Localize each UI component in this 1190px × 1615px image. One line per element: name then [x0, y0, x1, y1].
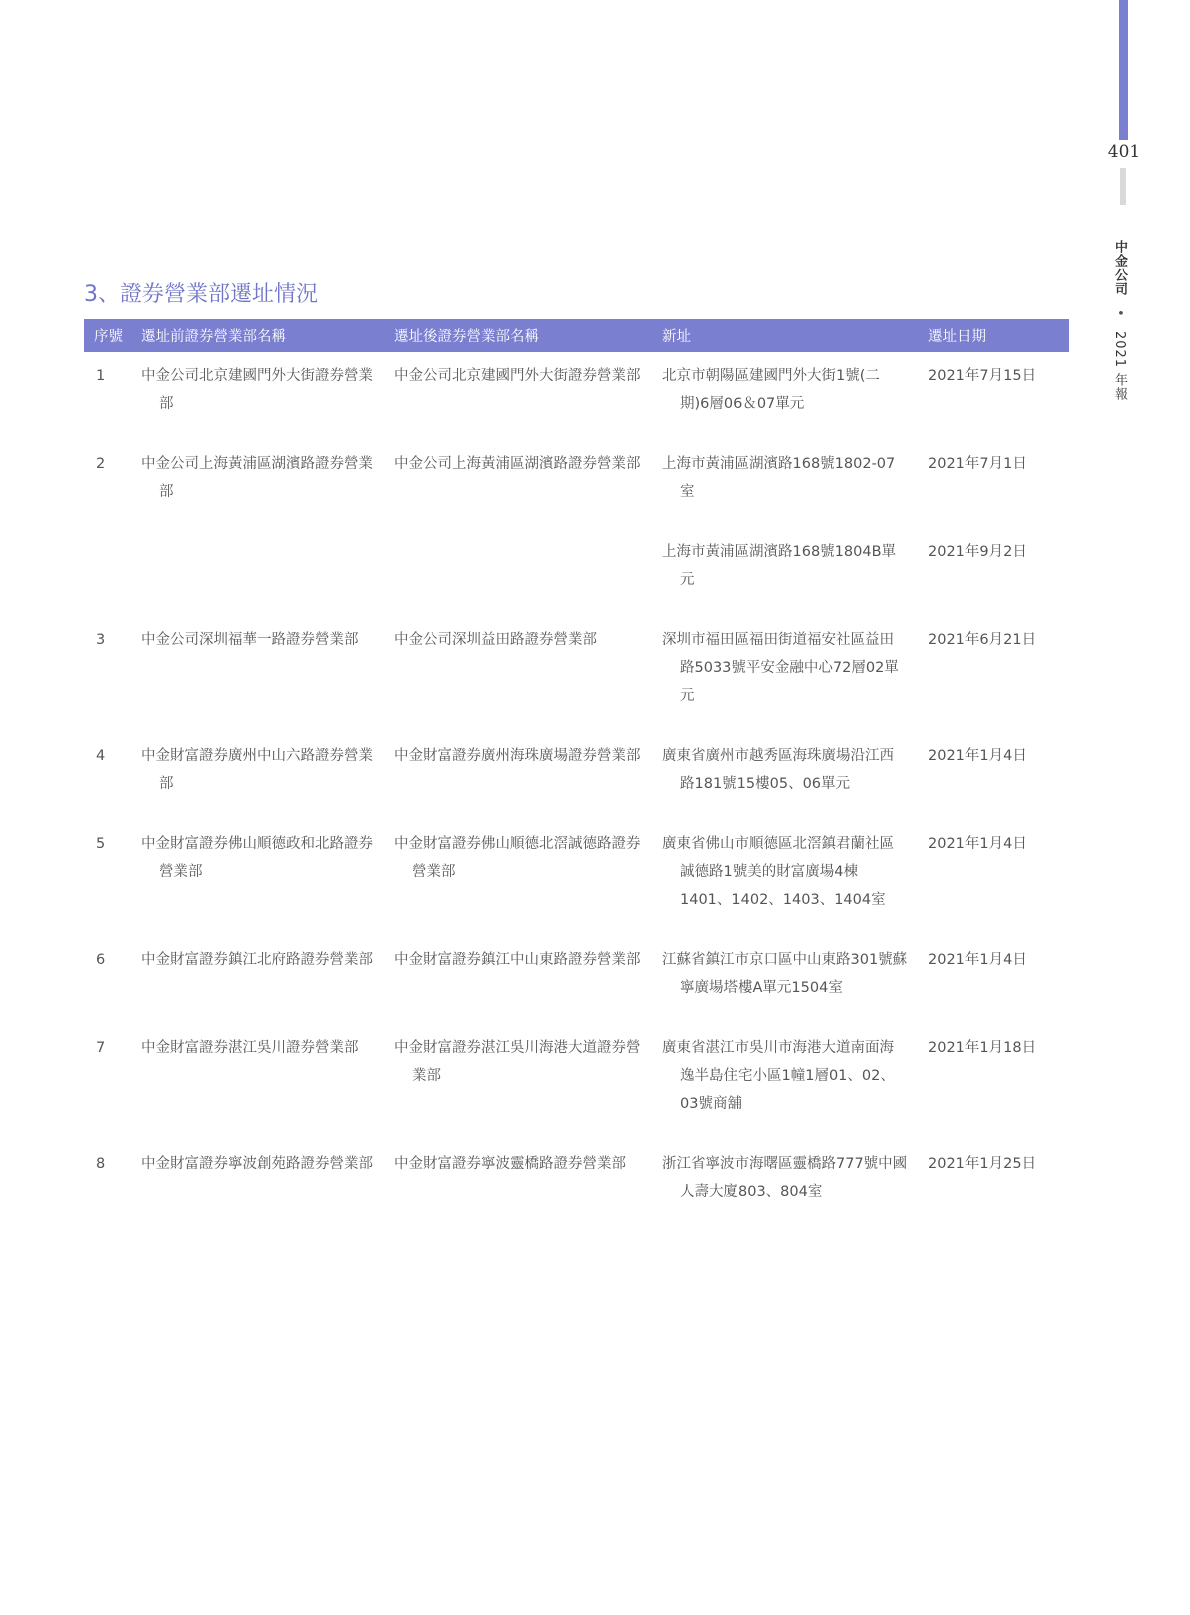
- row-date: 2021年1月4日: [928, 952, 1027, 968]
- row-before-name: 中金財富證券廣州中山六路證券營業部: [141, 748, 373, 792]
- row-before-name: 中金財富證券寧波創苑路證券營業部: [141, 1156, 373, 1172]
- row-new-address: 上海市黃浦區湖濱路168號1804B單元: [662, 544, 897, 588]
- row-no: 2: [96, 456, 106, 472]
- row-after-name: 中金公司上海黃浦區湖濱路證券營業部: [394, 456, 641, 472]
- row-date: 2021年7月1日: [928, 456, 1027, 472]
- row-date: 2021年9月2日: [928, 544, 1027, 560]
- table-row: [84, 352, 1069, 440]
- separator-dot: •: [1112, 309, 1127, 318]
- page-number: 401: [1107, 142, 1141, 162]
- row-no: 8: [96, 1156, 106, 1172]
- row-date: 2021年7月15日: [928, 368, 1037, 384]
- row-date: 2021年1月4日: [928, 836, 1027, 852]
- row-after-name: 中金財富證券佛山順德北滘誠德路證券營業部: [394, 836, 641, 880]
- row-new-address: 北京市朝陽區建國門外大街1號(二期)6層06＆07單元: [662, 368, 880, 412]
- header-no: 序號: [84, 319, 131, 352]
- table-row: [84, 936, 1069, 1024]
- row-no: 5: [96, 836, 106, 852]
- table-row: [84, 1024, 1069, 1140]
- table-row: [84, 440, 1069, 528]
- row-date: 2021年1月25日: [928, 1156, 1037, 1172]
- row-no: 4: [96, 748, 106, 764]
- header-date: 遷址日期: [918, 319, 1069, 352]
- row-before-name: 中金財富證券佛山順德政和北路證券營業部: [141, 836, 373, 880]
- row-new-address: 廣東省廣州市越秀區海珠廣場沿江西路181號15樓05、06單元: [662, 748, 894, 792]
- table-row: [84, 528, 1069, 616]
- row-after-name: 中金公司北京建國門外大街證券營業部: [394, 368, 641, 384]
- relocation-table: [84, 319, 1069, 1228]
- row-after-name: 中金財富證券湛江吳川海港大道證券營業部: [394, 1040, 641, 1084]
- section-title: 3、證券營業部遷址情況: [84, 282, 318, 307]
- sidebar-running-header: [1110, 240, 1129, 401]
- table-row: [84, 616, 1069, 732]
- row-new-address: 浙江省寧波市海曙區靈橋路777號中國人壽大廈803、804室: [662, 1156, 908, 1200]
- header-new-address: 新址: [652, 319, 918, 352]
- header-after-name: 遷址後證券營業部名稱: [384, 319, 652, 352]
- row-new-address: 江蘇省鎮江市京口區中山東路301號蘇寧廣場塔樓A單元1504室: [662, 952, 908, 996]
- row-no: 7: [96, 1040, 106, 1056]
- row-before-name: [131, 528, 384, 616]
- row-after-name: 中金財富證券寧波靈橋路證券營業部: [394, 1156, 626, 1172]
- row-no: 6: [96, 952, 106, 968]
- row-date: 2021年1月18日: [928, 1040, 1037, 1056]
- row-new-address: 上海市黃浦區湖濱路168號1802-07室: [662, 456, 896, 500]
- row-after-name: 中金財富證券鎮江中山東路證券營業部: [394, 952, 641, 968]
- table-row: [84, 1140, 1069, 1228]
- row-after-name: [384, 528, 652, 616]
- header-before-name: 遷址前證券營業部名稱: [131, 319, 384, 352]
- report-name: 2021 年報: [1112, 330, 1127, 402]
- row-new-address: 廣東省湛江市吳川市海港大道南面海逸半島住宅小區1幢1層01、02、03號商舖: [662, 1040, 895, 1112]
- row-date: 2021年1月4日: [928, 748, 1027, 764]
- row-before-name: 中金財富證券鎮江北府路證券營業部: [141, 952, 373, 968]
- row-before-name: 中金公司上海黃浦區湖濱路證券營業部: [141, 456, 373, 500]
- row-no: 1: [96, 368, 106, 384]
- row-no: 3: [96, 632, 106, 648]
- sidebar-divider-bar: [1120, 168, 1126, 205]
- row-date: 2021年6月21日: [928, 632, 1037, 648]
- row-after-name: 中金公司深圳益田路證券營業部: [394, 632, 597, 648]
- row-new-address: 廣東省佛山市順德區北滘鎮君蘭社區誠德路1號美的財富廣場4棟1401、1402、1403、1404室: [662, 836, 894, 908]
- row-before-name: 中金公司深圳福華一路證券營業部: [141, 632, 359, 648]
- row-new-address: 深圳市福田區福田街道福安社區益田路5033號平安金融中心72層02單元: [662, 632, 899, 704]
- row-after-name: 中金財富證券廣州海珠廣場證券營業部: [394, 748, 641, 764]
- table-row: [84, 732, 1069, 820]
- row-before-name: 中金財富證券湛江吳川證券營業部: [141, 1040, 359, 1056]
- table-row: [84, 820, 1069, 936]
- table-header-row: [84, 319, 1069, 352]
- row-before-name: 中金公司北京建國門外大街證券營業部: [141, 368, 373, 412]
- sidebar-accent-bar: [1119, 0, 1128, 140]
- company-name: 中金公司: [1112, 240, 1127, 296]
- row-no: [84, 528, 131, 616]
